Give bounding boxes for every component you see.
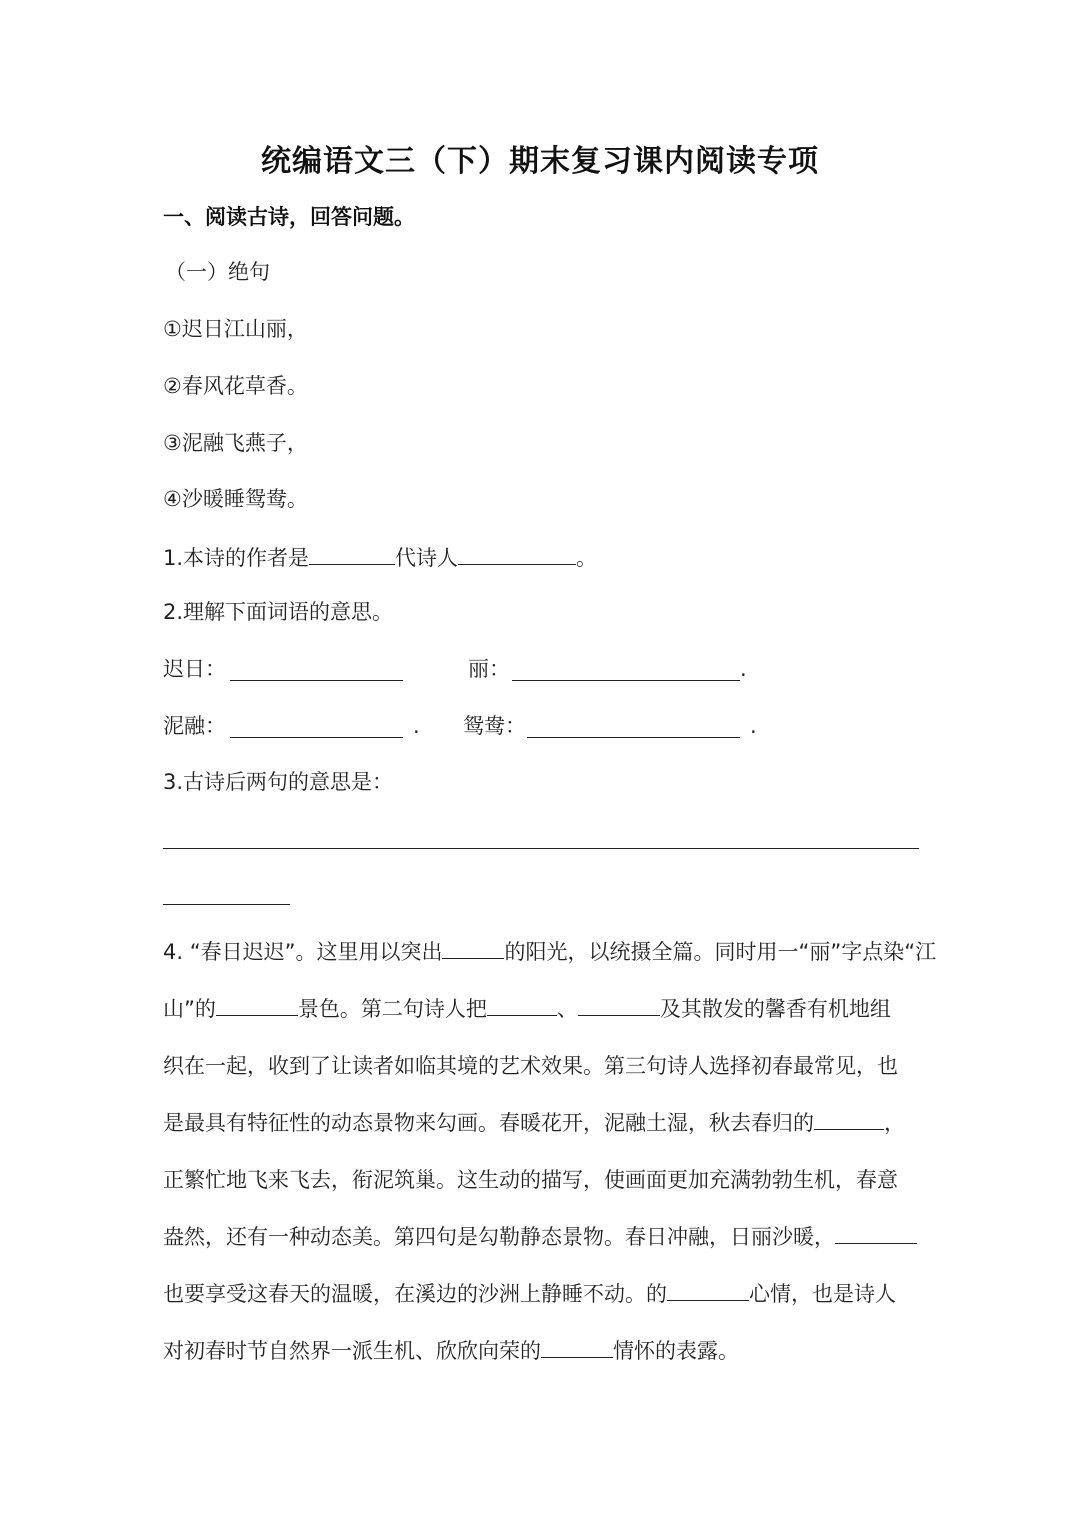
paragraph-line-5 — [163, 1152, 919, 1209]
definition-yuanyang-end: . — [750, 714, 757, 738]
paragraph-text: 织在一起，收到了让读者如临其境的艺术效果。第三句诗人选择初春最常见，也 — [163, 1054, 898, 1078]
answer-blank-dynasty[interactable] — [309, 542, 395, 565]
definition-word: 泥融： — [163, 714, 226, 738]
question-1 — [163, 542, 597, 572]
paragraph-text: 也要享受这春天的温暖，在溪边的沙洲上静睡不动。的 — [163, 1282, 667, 1306]
answer-blank-poet[interactable] — [458, 542, 576, 565]
question-1-prefix: 1.本诗的作者是 — [163, 546, 310, 570]
question-2: 2.理解下面词语的意思。 — [163, 600, 394, 624]
definition-li-end: . — [740, 657, 747, 681]
paragraph-text: 山”的 — [163, 997, 216, 1021]
question-3: 3.古诗后两句的意思是： — [163, 770, 394, 794]
answer-blank-yuanyang[interactable] — [527, 737, 740, 738]
definition-nirong — [163, 712, 226, 740]
answer-line-q3-2[interactable] — [163, 904, 290, 905]
paragraph-line-4 — [163, 1095, 919, 1152]
paragraph-line-6 — [163, 1209, 919, 1266]
fill-blank[interactable] — [667, 1278, 749, 1301]
paragraph-text: 是最具有特征性的动态景物来勾画。春暖花开，泥融土湿，秋去春归的 — [163, 1111, 814, 1135]
paragraph-line-3 — [163, 1038, 919, 1095]
fill-blank[interactable] — [578, 993, 660, 1016]
fill-blank[interactable] — [835, 1221, 917, 1244]
paragraph-text: 对初春时节自然界一派生机、欣欣向荣的 — [163, 1339, 541, 1363]
paragraph-text: 正繁忙地飞来飞去，衔泥筑巢。这生动的描写，使画面更加充满勃勃生机，春意 — [163, 1168, 898, 1192]
paragraph-line-2 — [163, 981, 919, 1038]
answer-blank-nirong[interactable] — [230, 737, 403, 738]
poem-title: （一）绝句 — [165, 260, 270, 284]
fill-blank[interactable] — [541, 1335, 613, 1358]
definition-chiri — [163, 655, 226, 683]
fill-blank[interactable] — [814, 1107, 884, 1130]
poem-line-2: ②春风花草香。 — [163, 374, 308, 398]
answer-blank-chiri[interactable] — [230, 680, 403, 681]
fill-blank[interactable] — [216, 993, 298, 1016]
paragraph-text: ， — [884, 1111, 905, 1135]
poem-line-4: ④沙暖睡鸳鸯。 — [163, 487, 308, 511]
paragraph-text: 景色。第二句诗人把 — [297, 997, 487, 1021]
fill-blank[interactable] — [442, 936, 504, 959]
answer-line-q3-1[interactable] — [163, 848, 919, 849]
paragraph-text: 情怀的表露。 — [613, 1339, 739, 1363]
poem-line-3: ③泥融飞燕子， — [163, 431, 308, 455]
paragraph-text: 心情，也是诗人 — [749, 1282, 896, 1306]
definition-word: 迟日： — [163, 657, 226, 681]
question-4-paragraph — [163, 924, 937, 1380]
answer-blank-li[interactable] — [512, 680, 740, 681]
definition-word: 丽： — [468, 657, 510, 681]
question-1-middle: 代诗人 — [395, 546, 459, 570]
paragraph-text: 4. “春日迟迟”。这里用以突出 — [163, 940, 443, 964]
paragraph-line-7 — [163, 1266, 919, 1323]
paragraph-text: 、 — [556, 997, 578, 1021]
definition-li — [468, 655, 510, 683]
paragraph-line-1 — [163, 924, 937, 981]
definition-yuanyang — [463, 712, 526, 740]
section-heading: 一、阅读古诗，回答问题。 — [163, 205, 415, 229]
poem-line-1: ①迟日江山丽， — [163, 317, 308, 341]
question-1-end: 。 — [576, 546, 598, 570]
definition-word: 鸳鸯： — [463, 714, 526, 738]
definition-nirong-end: . — [413, 714, 420, 738]
page-title: 统编语文三（下）期末复习课内阅读专项 — [261, 144, 819, 179]
fill-blank[interactable] — [487, 993, 557, 1016]
paragraph-line-8 — [163, 1323, 919, 1380]
paragraph-text: 的阳光，以统摄全篇。同时用一“丽”字点染“江 — [504, 940, 937, 964]
paragraph-text: 盎然，还有一种动态美。第四句是勾勒静态景物。春日冲融，日丽沙暖， — [163, 1225, 835, 1249]
paragraph-text: 及其散发的馨香有机地组 — [659, 997, 891, 1021]
